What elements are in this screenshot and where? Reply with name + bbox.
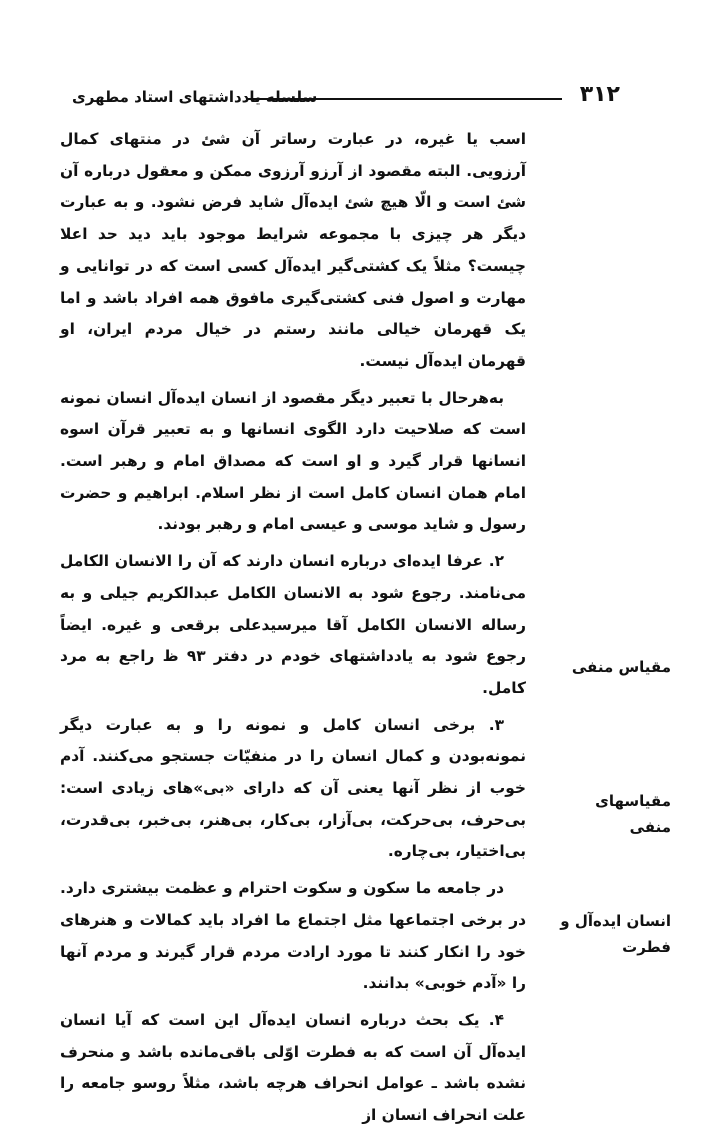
paragraph-silence-society: در جامعه ما سکون و سکوت احترام و عظمت بیشتری دارد. در برخی اجتماعها مثل اجتماع ما افراد باید کمالات و هنرهای خود را انکار کنند تا مورد ارادت مردم قرار گیرند و مردم آنها را «آدم خوبی» بدانند. [60,879,526,993]
paragraph-perfect-man: ۲. عرفا ایده‌ای درباره انسان دارند که آن را الانسان الکامل می‌نامند. رجوع شود به الانسان الکامل عبدالکریم جیلی و به رساله الانسان الکامل آقا میرسیدعلی برقعی و غیره. ایضاً رجوع شود به یادداشتهای خودم در دفتر ۹۳ ظ راجع به مرد کامل. [60,552,526,697]
main-text [60,124,526,1137]
margin-note-negative-measures: مقیاسهای منفی [595,792,671,836]
margin-note-ideal-human-nature: انسان ایده‌آل و فطرت [560,912,671,956]
running-title: سلسله یادداشتهای استاد مطهری [72,88,318,106]
paragraph-negative-measures: ۳. برخی انسان کامل و نمونه را و به عبارت دیگر نمونه‌بودن و کمال انسان را در منفیّات جستجو می‌کنند. آدم خوب از نظر آنها یعنی آن که دارای «بی»های زیادی است: بی‌حرف، بی‌حرکت، بی‌آزار، بی‌کار، بی‌هنر، بی‌خبر، بی‌قدرت، بی‌اختیار، بی‌چاره. [60,715,526,861]
paragraph-ideal-wrestler: اسب یا غیره، در عبارت رساتر آن شئ در منتهای کمال آرزویی. البته مقصود از آرزو آرزوی ممکن و معقول درباره آن شئ است و الّا هیچ شئ ایده‌آل شاید فرض نشود. و به عبارت دیگر هر چیزی با مجموعه شرایط موجود باید دید حد اعلا چیست؟ مثلاً یک کشتی‌گیر ایده‌آل کسی است که در توانایی و مهارت و اصول فنی کشتی‌گیری مافوق همه افراد باشد و اما یک قهرمان خیالی مانند رستم در خیال مردم ایران، او قهرمان ایده‌آل نیست. [60,130,526,370]
page-number: ۳۱۲ [579,82,620,107]
margin-note-negative-measure: مقیاس منفی [571,658,671,676]
page-header [72,82,620,112]
paragraph-nature: ۴. یک بحث درباره انسان ایده‌آل این است که آیا انسان ایده‌آل آن است که به فطرت اوّلی باقی‌مانده باشد و منحرف نشده باشد ـ عوامل انحراف هرچه باشد، مثلاً روسو جامعه را علت انحراف انسان از [60,1010,526,1125]
paragraph-model-human: به‌هرحال با تعبیر دیگر مقصود از انسان ایده‌آل انسان نمونه است که صلاحیت دارد الگوی انسانها و به تعبیر قرآن اسوه انسانها قرار گیرد و او است که مصداق امام و رهبر است. امام همان انسان کامل است از نظر اسلام. ابراهیم و حضرت رسول و شاید موسی و عیسی امام و رهبر بودند. [60,388,526,534]
